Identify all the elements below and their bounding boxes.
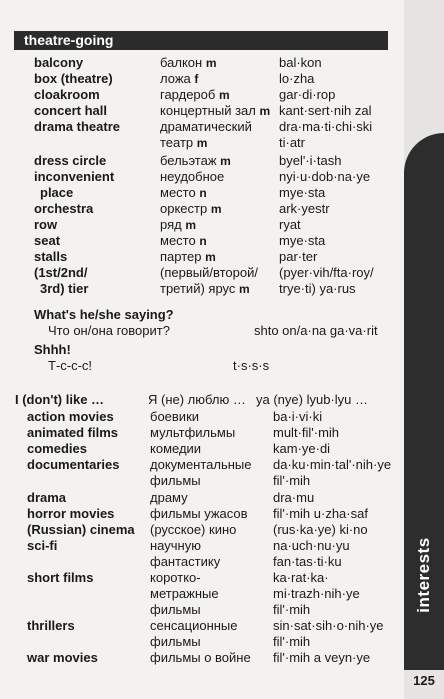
russian-term: комедии [150, 441, 202, 456]
transliteration: lo·zha [279, 71, 315, 86]
russian-term: бельэтаж m [160, 153, 231, 168]
transliteration: fil'·mih [273, 473, 311, 488]
russian-term: научную [150, 538, 201, 553]
english-term: row [34, 217, 58, 232]
russian-term: оркестр m [160, 201, 222, 216]
section-header-theatre-going: theatre-going [14, 31, 388, 50]
phrase-russian: Т-с-с-с! [48, 358, 93, 373]
transliteration: nyi·u·dob·na·ye [279, 169, 371, 184]
like-header-english: I (don't) like … [15, 392, 105, 407]
transliteration: trye·ti) ya·rus [279, 281, 356, 296]
english-term: drama [27, 490, 67, 505]
transliteration: mye·sta [279, 233, 326, 248]
transliteration: kant·sert·nih zal [279, 103, 372, 118]
english-term: animated films [27, 425, 119, 440]
russian-term: мультфильмы [150, 425, 236, 440]
page-number: 125 [404, 670, 444, 699]
transliteration: (rus·ka·ye) ki·no [273, 522, 368, 537]
english-term: drama theatre [34, 119, 120, 134]
transliteration: ka·rat·ka· [273, 570, 329, 585]
russian-term: метражные [150, 586, 219, 601]
phrase-transliteration: shto on/a·na ga·va·rit [254, 323, 378, 338]
russian-term: ряд m [160, 217, 197, 232]
phrase-english: Shhh! [34, 342, 71, 357]
russian-term: фильмы о войне [150, 650, 251, 665]
english-term: orchestra [34, 201, 94, 216]
transliteration: ti·atr [279, 135, 305, 150]
transliteration: dra·mu [273, 490, 315, 505]
russian-term: документальные [150, 457, 252, 472]
russian-term: (первый/второй/ [160, 265, 258, 280]
russian-term: фантастику [150, 554, 221, 569]
english-term: stalls [34, 249, 68, 264]
russian-term: драму [150, 490, 188, 505]
english-term: (Russian) cinema [27, 522, 135, 537]
russian-term: фильмы [150, 602, 201, 617]
english-term: inconvenient [34, 169, 115, 184]
russian-term: гардероб m [160, 87, 230, 102]
transliteration: fil'·mih [273, 634, 311, 649]
russian-term: сенсационные [150, 618, 238, 633]
russian-term: место n [160, 185, 207, 200]
transliteration: kam·ye·di [273, 441, 331, 456]
transliteration: mye·sta [279, 185, 326, 200]
transliteration: da·ku·min·tal'·nih·ye [273, 457, 392, 472]
english-term: comedies [27, 441, 87, 456]
english-term: seat [34, 233, 61, 248]
english-term: 3rd) tier [40, 281, 89, 296]
english-term: balcony [34, 55, 84, 70]
english-term: war movies [27, 650, 98, 665]
russian-term: боевики [150, 409, 200, 424]
transliteration: fil'·mih u·zha·saf [273, 506, 368, 521]
like-header-transliteration: ya (nye) lyub·lyu … [256, 392, 368, 407]
transliteration: par·ter [279, 249, 318, 264]
russian-term: концертный зал m [160, 103, 271, 118]
like-header-russian: Я (не) люблю … [148, 392, 246, 407]
transliteration: byel'·i·tash [279, 153, 342, 168]
transliteration: sin·sat·sih·o·nih·ye [273, 618, 384, 633]
english-term: dress circle [34, 153, 107, 168]
transliteration: fan·tas·ti·ku [273, 554, 342, 569]
phrase-english: What's he/she saying? [34, 307, 174, 322]
english-term: action movies [27, 409, 114, 424]
english-term: place [40, 185, 74, 200]
english-term: concert hall [34, 103, 107, 118]
russian-term: театр m [160, 135, 208, 150]
transliteration: gar·di·rop [279, 87, 336, 102]
transliteration: ba·i·vi·ki [273, 409, 323, 424]
transliteration: mult·fil'·mih [273, 425, 340, 440]
russian-term: ложа f [160, 71, 199, 86]
english-term: horror movies [27, 506, 115, 521]
phrase-russian: Что он/она говорит? [48, 323, 170, 338]
phrase-transliteration: t·s·s·s [233, 358, 270, 373]
english-term: short films [27, 570, 94, 585]
english-term: cloakroom [34, 87, 100, 102]
english-term: (1st/2nd/ [34, 265, 88, 280]
transliteration: mi·trazh·nih·ye [273, 586, 360, 601]
transliteration: fil'·mih a veyn·ye [273, 650, 371, 665]
russian-term: третий) ярус m [160, 281, 250, 296]
russian-term: драматический [160, 119, 252, 134]
english-term: sci-fi [27, 538, 58, 553]
russian-term: партер m [160, 249, 216, 264]
transliteration: bal·kon [279, 55, 322, 70]
transliteration: (pyer·vih/fta·roy/ [279, 265, 374, 280]
russian-term: коротко- [150, 570, 201, 585]
russian-term: фильмы [150, 634, 201, 649]
transliteration: ryat [279, 217, 301, 232]
transliteration: na·uch·nu·yu [273, 538, 350, 553]
transliteration: ark·yestr [279, 201, 330, 216]
russian-term: место n [160, 233, 207, 248]
russian-term: фильмы [150, 473, 201, 488]
russian-term: фильмы ужасов [150, 506, 248, 521]
english-term: documentaries [27, 457, 120, 472]
russian-term: балкон m [160, 55, 217, 70]
english-term: thrillers [27, 618, 75, 633]
english-term: box (theatre) [34, 71, 113, 86]
transliteration: fil'·mih [273, 602, 311, 617]
russian-term: (русское) кино [150, 522, 237, 537]
transliteration: dra·ma·ti·chi·ski [279, 119, 373, 134]
russian-term: неудобное [160, 169, 225, 184]
